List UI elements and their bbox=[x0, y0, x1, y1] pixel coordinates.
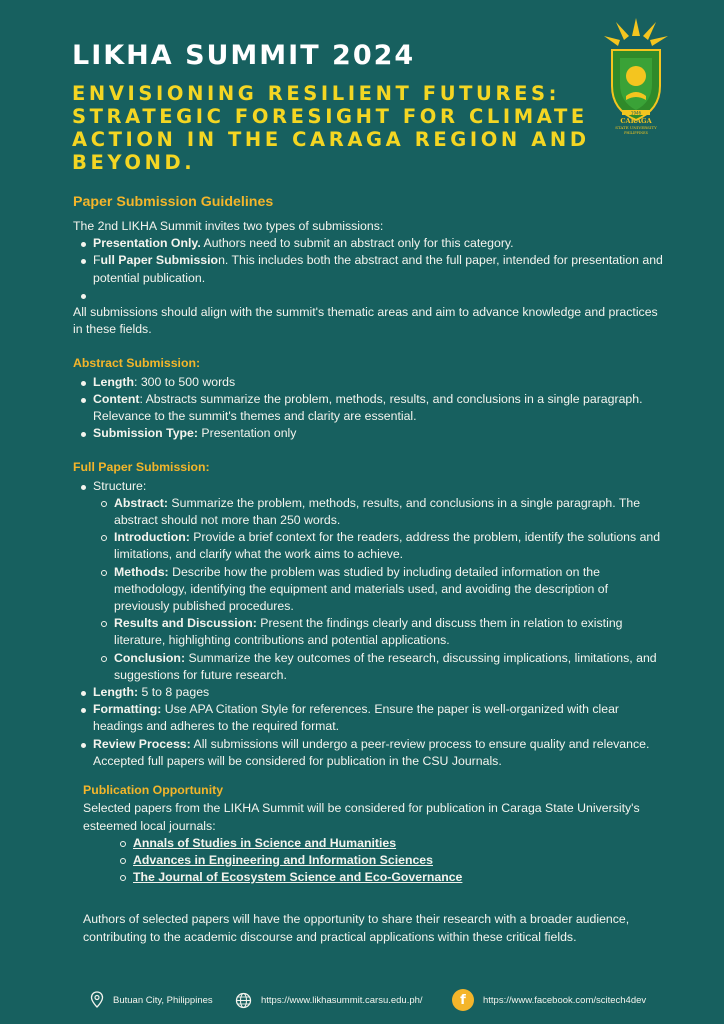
journal-link-ecosystem[interactable]: The Journal of Ecosystem Science and Eco-Governance bbox=[133, 870, 463, 885]
closing-paragraph: Authors of selected papers will have the opportunity to share their research with a broader audience, contributing to the academic discourse and practical applications within these critical fields. bbox=[83, 912, 630, 944]
publication-heading: Publication Opportunity bbox=[83, 783, 224, 798]
website-link[interactable]: https://www.likhasummit.carsu.edu.ph/ bbox=[261, 994, 423, 1006]
footer-location bbox=[90, 988, 213, 1012]
list-item: Length: 300 to 500 words bbox=[93, 374, 663, 391]
journal-link-advances[interactable]: Advances in Engineering and Information Sciences bbox=[133, 852, 433, 867]
journal-link-annals[interactable]: Annals of Studies in Science and Humanities bbox=[133, 835, 397, 850]
list-item: Full Paper Submission. This includes both the abstract and the full paper, intended for presentation and potential publication. bbox=[93, 252, 663, 286]
list-item: Introduction: Provide a brief context for the readers, address the problem, identify the solutions and limitations, and clarify what the work aims to achieve. bbox=[114, 529, 663, 563]
alignment-note: All submissions should align with the summit's thematic areas and aim to advance knowledge and practices in these fields. bbox=[73, 305, 658, 337]
list-item: Formatting: Use APA Citation Style for references. Ensure the paper is well-organized with clear headings and adheres to the required format. bbox=[93, 701, 663, 735]
full-paper-heading: Full Paper Submission: bbox=[73, 460, 210, 475]
location-text: Butuan City, Philippines bbox=[113, 994, 213, 1006]
list-item bbox=[133, 835, 663, 852]
facebook-icon[interactable]: f bbox=[452, 989, 474, 1011]
logo-year: 1946 bbox=[630, 110, 642, 116]
list-item: Presentation Only. Authors need to submit an abstract only for this category. bbox=[93, 235, 663, 252]
logo-line3: PHILIPPINES bbox=[624, 131, 648, 135]
footer bbox=[0, 988, 724, 1012]
full-paper-list bbox=[73, 478, 663, 770]
list-item: Results and Discussion: Present the findings clearly and discuss them in relation to existing literature, highlighting contributions and potential applications. bbox=[114, 615, 663, 649]
structure-list bbox=[93, 495, 663, 684]
journals-list bbox=[83, 835, 663, 887]
globe-icon bbox=[235, 992, 252, 1009]
guidelines-heading: Paper Submission Guidelines bbox=[73, 194, 274, 210]
logo-name: CARAGA bbox=[620, 117, 652, 125]
theme-subtitle: ENVISIONING RESILIENT FUTURES: STRATEGIC FORESIGHT FOR CLIMATE ACTION IN THE CARAGA REGION AND BEYOND. bbox=[72, 82, 590, 174]
list-item: Length: 5 to 8 pages bbox=[93, 684, 663, 701]
list-item bbox=[133, 852, 663, 869]
list-item: Content: Abstracts summarize the problem, methods, results, and conclusions in a single paragraph. Relevance to the summit's themes and clarity are essential. bbox=[93, 391, 663, 425]
publication-intro: Selected papers from the LIKHA Summit will be considered for publication in Caraga State University's esteemed local journals: bbox=[83, 801, 640, 833]
list-item: Review Process: All submissions will undergo a peer-review process to ensure quality and relevance. Accepted full papers will be considered for publication in the CSU Journals. bbox=[93, 736, 663, 770]
facebook-link[interactable]: https://www.facebook.com/scitech4dev bbox=[483, 994, 647, 1006]
guidelines-content bbox=[73, 192, 663, 946]
publication-section bbox=[73, 782, 663, 886]
logo-line2: STATE UNIVERSITY bbox=[615, 125, 657, 130]
abstract-submission-heading: Abstract Submission: bbox=[73, 356, 201, 371]
caraga-state-university-logo bbox=[600, 14, 672, 142]
list-item: Structure: Abstract: Summarize the problem, methods, results, and conclusions in a single paragraph. The abstract should not more than 250 words. Introduction: Provide a brief context for the readers, address the problem, identify the solutions and limitations, and clarify what the work aims to achieve. Methods: Describe how the problem was studied by including detailed information on the methodology, identifying the equipment and materials used, and avoiding the description of previously published procedures. Results and Discussion: Present the findings clearly and discuss them in relation to existing literature, highlighting contributions and potential applications. Conclusion: Summarize the key outcomes of the research, discussing implications, limitations, and suggestions for future research. bbox=[93, 478, 663, 684]
list-item: Submission Type: Presentation only bbox=[93, 425, 663, 442]
page-title: LIKHA SUMMIT 2024 bbox=[72, 40, 416, 71]
list-item: Methods: Describe how the problem was studied by including detailed information on the methodology, identifying the equipment and materials used, and avoiding the description of previously published procedures. bbox=[114, 564, 663, 616]
guidelines-intro: The 2nd LIKHA Summit invites two types of submissions: bbox=[73, 219, 384, 233]
list-item bbox=[133, 869, 663, 886]
list-item: Conclusion: Summarize the key outcomes of the research, discussing implications, limitations, and suggestions for future research. bbox=[114, 650, 663, 684]
list-item: Abstract: Summarize the problem, methods, results, and conclusions in a single paragraph. The abstract should not more than 250 words. bbox=[114, 495, 663, 529]
footer-website bbox=[235, 988, 423, 1012]
location-pin-icon bbox=[90, 991, 104, 1009]
footer-facebook bbox=[452, 988, 646, 1012]
empty-list-item bbox=[93, 287, 663, 304]
submission-types-list bbox=[73, 235, 663, 304]
abstract-submission-list bbox=[73, 374, 663, 443]
